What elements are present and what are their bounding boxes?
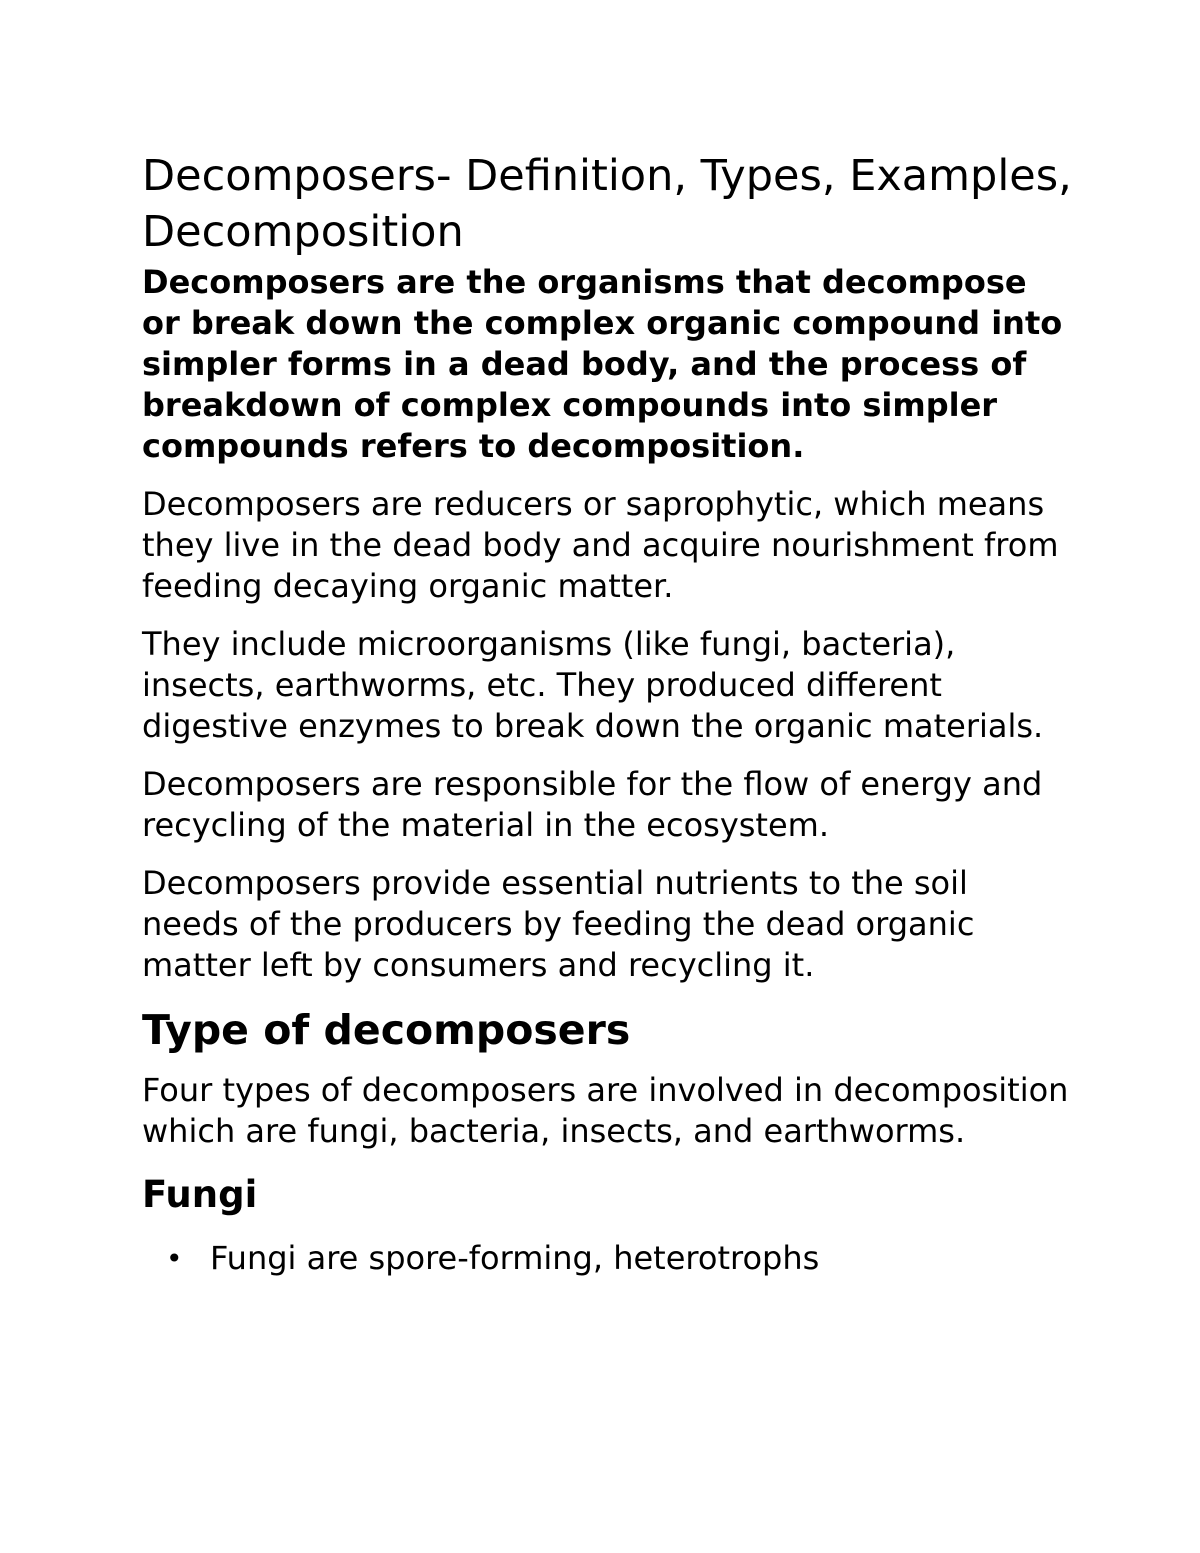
paragraph-energy-flow: Decomposers are responsible for the flow of energy and recycling of the material in the ecosystem.	[142, 765, 1043, 844]
list-item-text: Fungi are spore-forming, heterotrophs	[210, 1239, 820, 1277]
paragraph-nutrients: Decomposers provide essential nutrients to the soil needs of the producers by feeding the dead organic matter left by consumers and recycling it.	[142, 864, 975, 984]
paragraph-reducers: Decomposers are reducers or saprophytic, which means they live in the dead body and acquire nourishment from feeding decaying organic matter.	[142, 485, 1059, 605]
list-item	[142, 1238, 1072, 1279]
document-title: Decomposers- Definition, Types, Examples, Decomposition	[142, 151, 1072, 257]
section-heading-types: Type of decomposers	[142, 1006, 631, 1054]
fungi-bullet-list	[142, 1238, 1072, 1279]
paragraph-microorganisms: They include microorganisms (like fungi, bacteria), insects, earthworms, etc. They produced different digestive enzymes to break down the organic materials.	[142, 625, 1044, 745]
lead-paragraph: Decomposers are the organisms that decompose or break down the complex organic compound into simpler forms in a dead body, and the process of breakdown of complex compounds into simpler compounds refers to decomposition.	[142, 263, 1063, 465]
bullet-icon: •	[166, 1242, 183, 1275]
section-paragraph-types: Four types of decomposers are involved in decomposition which are fungi, bacteria, insects, and earthworms.	[142, 1071, 1069, 1150]
document-page	[142, 148, 1072, 1279]
subsection-heading-fungi: Fungi	[142, 1173, 258, 1216]
